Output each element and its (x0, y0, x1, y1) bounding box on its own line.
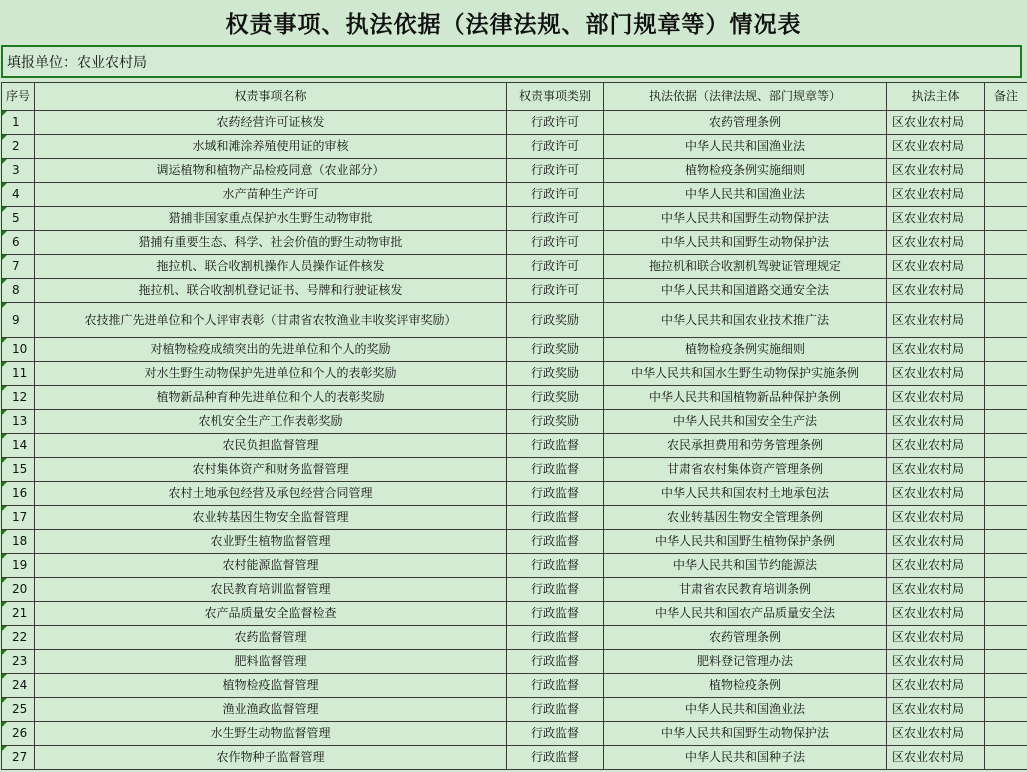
row-item-name-cell[interactable]: 对水生野生动物保护先进单位和个人的表彰奖励 (35, 362, 507, 386)
row-agency-cell[interactable]: 区农业农村局 (887, 183, 985, 207)
row-category-cell[interactable]: 行政监督 (507, 626, 604, 650)
row-note-cell[interactable] (985, 279, 1027, 303)
row-agency-cell[interactable]: 区农业农村局 (887, 506, 985, 530)
table-row (2, 434, 1027, 458)
row-legal-basis-cell[interactable]: 农药管理条例 (604, 626, 887, 650)
table-row (2, 135, 1027, 159)
row-seq-cell[interactable]: 1 (2, 111, 35, 135)
row-note-cell[interactable] (985, 578, 1027, 602)
row-legal-basis-cell[interactable]: 农民承担费用和劳务管理条例 (604, 434, 887, 458)
table-row (2, 111, 1027, 135)
row-item-name-cell[interactable]: 调运植物和植物产品检疫同意（农业部分） (35, 159, 507, 183)
row-legal-basis-cell[interactable]: 中华人民共和国道路交通安全法 (604, 279, 887, 303)
row-legal-basis-cell[interactable]: 甘肃省农村集体资产管理条例 (604, 458, 887, 482)
row-seq-cell[interactable]: 13 (2, 410, 35, 434)
table-row (2, 626, 1027, 650)
row-seq-cell[interactable]: 9 (2, 303, 35, 338)
row-category-cell[interactable]: 行政监督 (507, 602, 604, 626)
header-category[interactable]: 权责事项类别 (507, 83, 604, 111)
row-legal-basis-cell[interactable]: 中华人民共和国农产品质量安全法 (604, 602, 887, 626)
row-legal-basis-cell[interactable]: 中华人民共和国渔业法 (604, 698, 887, 722)
row-seq-cell[interactable]: 4 (2, 183, 35, 207)
row-seq-cell[interactable]: 2 (2, 135, 35, 159)
row-seq-cell[interactable]: 8 (2, 279, 35, 303)
row-agency-cell[interactable]: 区农业农村局 (887, 602, 985, 626)
row-item-name-cell[interactable]: 水生野生动物监督管理 (35, 722, 507, 746)
row-note-cell[interactable] (985, 362, 1027, 386)
row-note-cell[interactable] (985, 338, 1027, 362)
row-item-name-cell[interactable]: 拖拉机、联合收割机登记证书、号牌和行驶证核发 (35, 279, 507, 303)
table-row (2, 231, 1027, 255)
table-header-row (2, 83, 1027, 111)
header-legal-basis[interactable]: 执法依据（法律法规、部门规章等） (604, 83, 887, 111)
row-agency-cell[interactable]: 区农业农村局 (887, 338, 985, 362)
table-row (2, 554, 1027, 578)
row-seq-cell[interactable]: 19 (2, 554, 35, 578)
table-row (2, 746, 1027, 770)
row-seq-cell[interactable]: 20 (2, 578, 35, 602)
row-category-cell[interactable]: 行政监督 (507, 650, 604, 674)
table-row (2, 159, 1027, 183)
row-category-cell[interactable]: 行政奖励 (507, 386, 604, 410)
row-agency-cell[interactable]: 区农业农村局 (887, 279, 985, 303)
table-row (2, 207, 1027, 231)
row-note-cell[interactable] (985, 434, 1027, 458)
row-seq-cell[interactable]: 11 (2, 362, 35, 386)
row-agency-cell[interactable]: 区农业农村局 (887, 255, 985, 279)
row-seq-cell[interactable]: 7 (2, 255, 35, 279)
row-seq-cell[interactable]: 6 (2, 231, 35, 255)
row-category-cell[interactable]: 行政许可 (507, 207, 604, 231)
row-category-cell[interactable]: 行政许可 (507, 183, 604, 207)
row-note-cell[interactable] (985, 111, 1027, 135)
row-note-cell[interactable] (985, 650, 1027, 674)
row-agency-cell[interactable]: 区农业农村局 (887, 231, 985, 255)
row-item-name-cell[interactable]: 渔业渔政监督管理 (35, 698, 507, 722)
row-item-name-cell[interactable]: 农作物种子监督管理 (35, 746, 507, 770)
row-item-name-cell[interactable]: 农业野生植物监督管理 (35, 530, 507, 554)
row-item-name-cell[interactable]: 猎捕非国家重点保护水生野生动物审批 (35, 207, 507, 231)
row-item-name-cell[interactable]: 肥料监督管理 (35, 650, 507, 674)
row-legal-basis-cell[interactable]: 中华人民共和国野生动物保护法 (604, 722, 887, 746)
row-agency-cell[interactable]: 区农业农村局 (887, 303, 985, 338)
row-note-cell[interactable] (985, 410, 1027, 434)
row-legal-basis-cell[interactable]: 植物检疫条例实施细则 (604, 159, 887, 183)
row-note-cell[interactable] (985, 698, 1027, 722)
row-item-name-cell[interactable]: 农药经营许可证核发 (35, 111, 507, 135)
table-row (2, 530, 1027, 554)
row-legal-basis-cell[interactable]: 中华人民共和国渔业法 (604, 135, 887, 159)
row-note-cell[interactable] (985, 458, 1027, 482)
table-row (2, 482, 1027, 506)
table-row (2, 386, 1027, 410)
row-note-cell[interactable] (985, 722, 1027, 746)
row-agency-cell[interactable]: 区农业农村局 (887, 135, 985, 159)
row-note-cell[interactable] (985, 506, 1027, 530)
row-legal-basis-cell[interactable]: 植物检疫条例实施细则 (604, 338, 887, 362)
row-note-cell[interactable] (985, 135, 1027, 159)
row-category-cell[interactable]: 行政许可 (507, 111, 604, 135)
row-legal-basis-cell[interactable]: 中华人民共和国野生动物保护法 (604, 207, 887, 231)
row-legal-basis-cell[interactable]: 中华人民共和国渔业法 (604, 183, 887, 207)
row-category-cell[interactable]: 行政监督 (507, 578, 604, 602)
table-row (2, 410, 1027, 434)
row-legal-basis-cell[interactable]: 植物检疫条例 (604, 674, 887, 698)
row-seq-cell[interactable]: 18 (2, 530, 35, 554)
row-note-cell[interactable] (985, 674, 1027, 698)
row-note-cell[interactable] (985, 207, 1027, 231)
row-legal-basis-cell[interactable]: 中华人民共和国水生野生动物保护实施条例 (604, 362, 887, 386)
row-category-cell[interactable]: 行政监督 (507, 554, 604, 578)
row-agency-cell[interactable]: 区农业农村局 (887, 578, 985, 602)
row-agency-cell[interactable]: 区农业农村局 (887, 386, 985, 410)
row-item-name-cell[interactable]: 猎捕有重要生态、科学、社会价值的野生动物审批 (35, 231, 507, 255)
row-item-name-cell[interactable]: 农民教育培训监督管理 (35, 578, 507, 602)
row-category-cell[interactable]: 行政奖励 (507, 338, 604, 362)
row-agency-cell[interactable]: 区农业农村局 (887, 554, 985, 578)
row-seq-cell[interactable]: 22 (2, 626, 35, 650)
row-agency-cell[interactable]: 区农业农村局 (887, 482, 985, 506)
row-item-name-cell[interactable]: 农村能源监督管理 (35, 554, 507, 578)
row-category-cell[interactable]: 行政监督 (507, 746, 604, 770)
row-agency-cell[interactable]: 区农业农村局 (887, 674, 985, 698)
row-category-cell[interactable]: 行政许可 (507, 279, 604, 303)
table-row (2, 722, 1027, 746)
row-category-cell[interactable]: 行政许可 (507, 255, 604, 279)
table-row (2, 698, 1027, 722)
row-agency-cell[interactable]: 区农业农村局 (887, 159, 985, 183)
row-seq-cell[interactable]: 15 (2, 458, 35, 482)
table-row (2, 338, 1027, 362)
row-item-name-cell[interactable]: 农村集体资产和财务监督管理 (35, 458, 507, 482)
row-category-cell[interactable]: 行政奖励 (507, 362, 604, 386)
row-item-name-cell[interactable]: 农民负担监督管理 (35, 434, 507, 458)
row-note-cell[interactable] (985, 626, 1027, 650)
row-item-name-cell[interactable]: 农机安全生产工作表彰奖励 (35, 410, 507, 434)
row-item-name-cell[interactable]: 农技推广先进单位和个人评审表彰（甘肃省农牧渔业丰收奖评审奖励） (35, 303, 507, 338)
row-category-cell[interactable]: 行政监督 (507, 434, 604, 458)
row-agency-cell[interactable]: 区农业农村局 (887, 410, 985, 434)
header-note[interactable]: 备注 (985, 83, 1027, 111)
row-note-cell[interactable] (985, 554, 1027, 578)
reporting-unit-cell[interactable]: 填报单位：农业农村局 (1, 45, 1022, 78)
row-legal-basis-cell[interactable]: 甘肃省农民教育培训条例 (604, 578, 887, 602)
table-row (2, 362, 1027, 386)
row-category-cell[interactable]: 行政监督 (507, 506, 604, 530)
row-legal-basis-cell[interactable]: 中华人民共和国野生动物保护法 (604, 231, 887, 255)
row-seq-cell[interactable]: 23 (2, 650, 35, 674)
row-item-name-cell[interactable]: 对植物检疫成绩突出的先进单位和个人的奖励 (35, 338, 507, 362)
row-seq-cell[interactable]: 5 (2, 207, 35, 231)
row-item-name-cell[interactable]: 拖拉机、联合收割机操作人员操作证件核发 (35, 255, 507, 279)
table-row (2, 650, 1027, 674)
row-seq-cell[interactable]: 3 (2, 159, 35, 183)
row-category-cell[interactable]: 行政奖励 (507, 410, 604, 434)
row-category-cell[interactable]: 行政奖励 (507, 303, 604, 338)
row-seq-cell[interactable]: 10 (2, 338, 35, 362)
row-note-cell[interactable] (985, 530, 1027, 554)
table-row (2, 183, 1027, 207)
header-seq[interactable]: 序号 (2, 83, 35, 111)
header-agency[interactable]: 执法主体 (887, 83, 985, 111)
row-item-name-cell[interactable]: 水域和滩涂养殖使用证的审核 (35, 135, 507, 159)
row-legal-basis-cell[interactable]: 中华人民共和国安全生产法 (604, 410, 887, 434)
row-category-cell[interactable]: 行政许可 (507, 159, 604, 183)
row-legal-basis-cell[interactable]: 中华人民共和国节约能源法 (604, 554, 887, 578)
row-legal-basis-cell[interactable]: 肥料登记管理办法 (604, 650, 887, 674)
row-legal-basis-cell[interactable]: 中华人民共和国植物新品种保护条例 (604, 386, 887, 410)
row-note-cell[interactable] (985, 602, 1027, 626)
row-note-cell[interactable] (985, 231, 1027, 255)
row-legal-basis-cell[interactable]: 中华人民共和国野生植物保护条例 (604, 530, 887, 554)
table-row (2, 303, 1027, 338)
row-note-cell[interactable] (985, 482, 1027, 506)
row-category-cell[interactable]: 行政监督 (507, 482, 604, 506)
row-seq-cell[interactable]: 17 (2, 506, 35, 530)
row-seq-cell[interactable]: 14 (2, 434, 35, 458)
row-agency-cell[interactable]: 区农业农村局 (887, 362, 985, 386)
table-row (2, 279, 1027, 303)
table-row (2, 578, 1027, 602)
row-seq-cell[interactable]: 21 (2, 602, 35, 626)
row-seq-cell[interactable]: 12 (2, 386, 35, 410)
responsibility-table (1, 82, 1027, 770)
row-seq-cell[interactable]: 26 (2, 722, 35, 746)
row-item-name-cell[interactable]: 农药监督管理 (35, 626, 507, 650)
row-item-name-cell[interactable]: 农业转基因生物安全监督管理 (35, 506, 507, 530)
row-agency-cell[interactable]: 区农业农村局 (887, 111, 985, 135)
row-item-name-cell[interactable]: 植物新品种育种先进单位和个人的表彰奖励 (35, 386, 507, 410)
row-agency-cell[interactable]: 区农业农村局 (887, 434, 985, 458)
table-row (2, 458, 1027, 482)
row-seq-cell[interactable]: 24 (2, 674, 35, 698)
row-legal-basis-cell[interactable]: 中华人民共和国农村土地承包法 (604, 482, 887, 506)
row-category-cell[interactable]: 行政监督 (507, 722, 604, 746)
row-category-cell[interactable]: 行政监督 (507, 530, 604, 554)
table-row (2, 602, 1027, 626)
row-agency-cell[interactable]: 区农业农村局 (887, 746, 985, 770)
row-legal-basis-cell[interactable]: 农业转基因生物安全管理条例 (604, 506, 887, 530)
row-category-cell[interactable]: 行政许可 (507, 135, 604, 159)
row-note-cell[interactable] (985, 746, 1027, 770)
row-agency-cell[interactable]: 区农业农村局 (887, 458, 985, 482)
row-legal-basis-cell[interactable]: 拖拉机和联合收割机驾驶证管理规定 (604, 255, 887, 279)
row-item-name-cell[interactable]: 水产苗种生产许可 (35, 183, 507, 207)
table-row (2, 506, 1027, 530)
row-item-name-cell[interactable]: 植物检疫监督管理 (35, 674, 507, 698)
row-seq-cell[interactable]: 27 (2, 746, 35, 770)
row-agency-cell[interactable]: 区农业农村局 (887, 650, 985, 674)
row-legal-basis-cell[interactable]: 中华人民共和国农业技术推广法 (604, 303, 887, 338)
row-category-cell[interactable]: 行政许可 (507, 231, 604, 255)
row-category-cell[interactable]: 行政监督 (507, 674, 604, 698)
row-note-cell[interactable] (985, 159, 1027, 183)
table-row (2, 674, 1027, 698)
row-agency-cell[interactable]: 区农业农村局 (887, 626, 985, 650)
row-agency-cell[interactable]: 区农业农村局 (887, 207, 985, 231)
row-item-name-cell[interactable]: 农产品质量安全监督检查 (35, 602, 507, 626)
row-category-cell[interactable]: 行政监督 (507, 698, 604, 722)
row-seq-cell[interactable]: 16 (2, 482, 35, 506)
row-legal-basis-cell[interactable]: 中华人民共和国种子法 (604, 746, 887, 770)
row-legal-basis-cell[interactable]: 农药管理条例 (604, 111, 887, 135)
row-note-cell[interactable] (985, 255, 1027, 279)
row-note-cell[interactable] (985, 386, 1027, 410)
row-item-name-cell[interactable]: 农村土地承包经营及承包经营合同管理 (35, 482, 507, 506)
row-agency-cell[interactable]: 区农业农村局 (887, 530, 985, 554)
row-note-cell[interactable] (985, 303, 1027, 338)
row-seq-cell[interactable]: 25 (2, 698, 35, 722)
row-agency-cell[interactable]: 区农业农村局 (887, 698, 985, 722)
row-agency-cell[interactable]: 区农业农村局 (887, 722, 985, 746)
table-row (2, 255, 1027, 279)
header-item-name[interactable]: 权责事项名称 (35, 83, 507, 111)
row-note-cell[interactable] (985, 183, 1027, 207)
row-category-cell[interactable]: 行政监督 (507, 458, 604, 482)
page-title: 权责事项、执法依据（法律法规、部门规章等）情况表 (0, 0, 1027, 44)
